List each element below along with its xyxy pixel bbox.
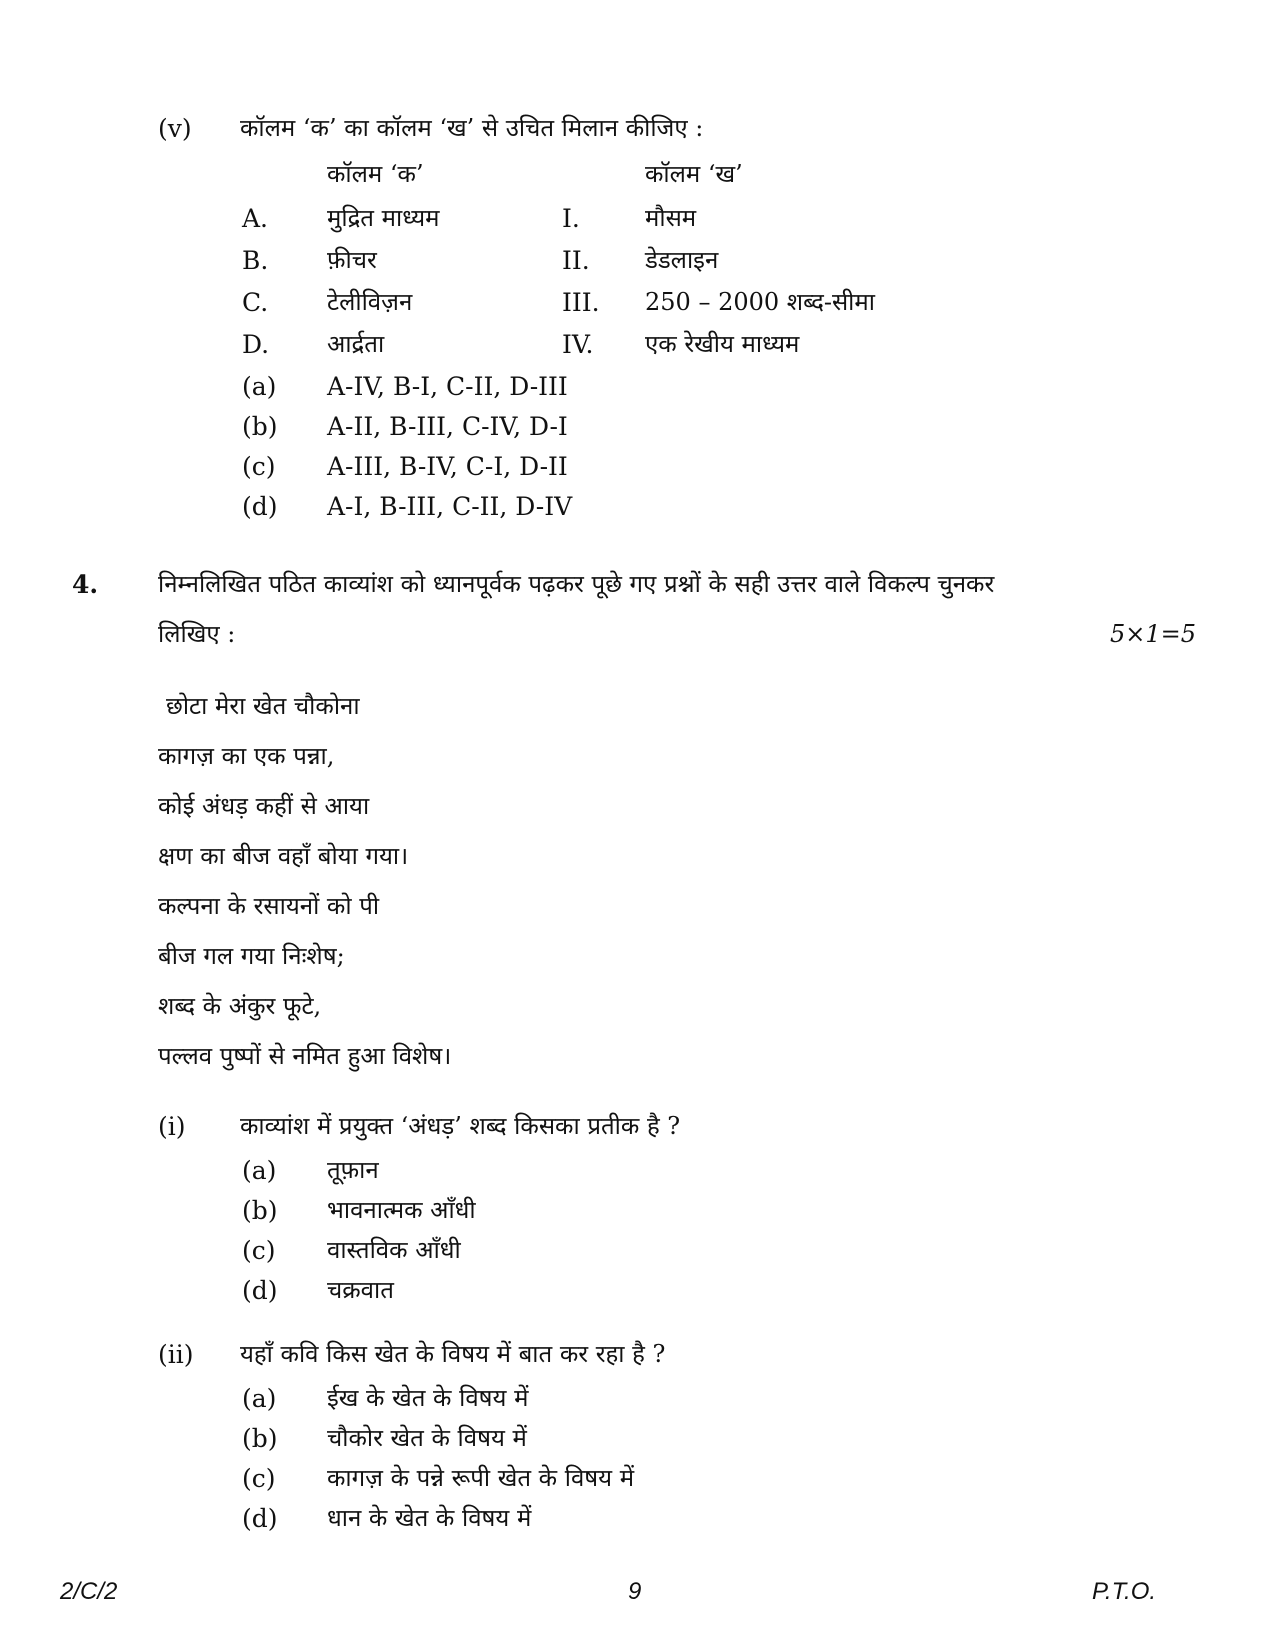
match-row-kh-text: डेडलाइन: [645, 246, 719, 274]
poem-line: बीज गल गया निःशेष;: [158, 942, 345, 970]
option-label: (a): [242, 1156, 277, 1185]
option-label: (a): [242, 372, 277, 401]
option-label: (c): [242, 452, 276, 481]
match-row-kh-text: मौसम: [645, 204, 697, 232]
match-row-k-text: आर्द्रता: [327, 330, 385, 358]
poem-line: छोटा मेरा खेत चौकोना: [166, 692, 360, 720]
subquestion-label: (ii): [158, 1340, 194, 1369]
match-row-left-label: B.: [242, 246, 269, 275]
match-row-left-label: C.: [242, 288, 269, 317]
subquestion-text: यहाँ कवि किस खेत के विषय में बात कर रहा है ?: [240, 1340, 666, 1368]
option-text: A-III, B-IV, C-I, D-II: [327, 452, 568, 481]
match-row-right-label: I.: [562, 204, 580, 233]
option-label: (c): [242, 1236, 276, 1265]
option-text: भावनात्मक आँधी: [327, 1196, 476, 1224]
option-text: A-I, B-III, C-II, D-IV: [327, 492, 573, 521]
poem-line: क्षण का बीज वहाँ बोया गया।: [158, 842, 409, 870]
option-text: चौकोर खेत के विषय में: [327, 1424, 527, 1452]
match-row-right-label: III.: [562, 288, 600, 317]
option-label: (d): [242, 1504, 278, 1533]
option-text: A-IV, B-I, C-II, D-III: [327, 372, 568, 401]
question-number: 4.: [72, 570, 99, 599]
option-label: (d): [242, 492, 278, 521]
match-row-k-text: फ़ीचर: [327, 246, 377, 274]
match-row-right-label: II.: [562, 246, 590, 275]
subquestion-label: (i): [158, 1112, 186, 1141]
option-text: कागज़ के पन्ने रूपी खेत के विषय में: [327, 1464, 635, 1492]
match-row-kh-text: 250 – 2000 शब्द-सीमा: [645, 288, 875, 316]
option-label: (b): [242, 1424, 278, 1453]
q3v-instruction: कॉलम ‘क’ का कॉलम ‘ख’ से उचित मिलान कीजिए :: [240, 114, 704, 142]
poem-line: कल्पना के रसायनों को पी: [158, 892, 380, 920]
option-text: A-II, B-III, C-IV, D-I: [327, 412, 568, 441]
option-label: (b): [242, 1196, 278, 1225]
option-label: (a): [242, 1384, 277, 1413]
match-row-left-label: D.: [242, 330, 270, 359]
column-kh-header: कॉलम ‘ख’: [645, 160, 743, 188]
match-row-k-text: टेलीविज़न: [327, 288, 413, 316]
option-text: तूफ़ान: [327, 1156, 379, 1184]
q4-instruction-continued: लिखिए :: [158, 620, 236, 648]
please-turn-over: P.T.O.: [1092, 1578, 1157, 1605]
poem-line: पल्लव पुष्पों से नमित हुआ विशेष।: [158, 1042, 452, 1070]
subquestion-text: काव्यांश में प्रयुक्त ‘अंधड़’ शब्द किसका प्रतीक है ?: [240, 1112, 681, 1140]
option-label: (d): [242, 1276, 278, 1305]
option-label: (c): [242, 1464, 276, 1493]
match-row-kh-text: एक रेखीय माध्यम: [645, 330, 800, 358]
paper-code: 2/C/2: [60, 1578, 118, 1605]
option-text: ईख के खेत के विषय में: [327, 1384, 529, 1412]
page-number: 9: [628, 1578, 642, 1605]
match-row-k-text: मुद्रित माध्यम: [327, 204, 440, 232]
marks-allocation: 5×1=5: [1110, 620, 1197, 648]
q3v-label: (v): [158, 114, 192, 143]
poem-line: कोई अंधड़ कहीं से आया: [158, 792, 370, 820]
poem-line: कागज़ का एक पन्ना,: [158, 742, 335, 770]
q4-instruction: निम्नलिखित पठित काव्यांश को ध्यानपूर्वक पढ़कर पूछे गए प्रश्नों के सही उत्तर वाले विकल्प चुनकर: [158, 570, 995, 598]
column-k-header: कॉलम ‘क’: [327, 160, 424, 188]
option-label: (b): [242, 412, 278, 441]
match-row-right-label: IV.: [562, 330, 594, 359]
option-text: चक्रवात: [327, 1276, 394, 1304]
option-text: धान के खेत के विषय में: [327, 1504, 532, 1532]
option-text: वास्तविक आँधी: [327, 1236, 461, 1264]
match-row-left-label: A.: [242, 204, 269, 233]
poem-line: शब्द के अंकुर फूटे,: [158, 992, 322, 1020]
